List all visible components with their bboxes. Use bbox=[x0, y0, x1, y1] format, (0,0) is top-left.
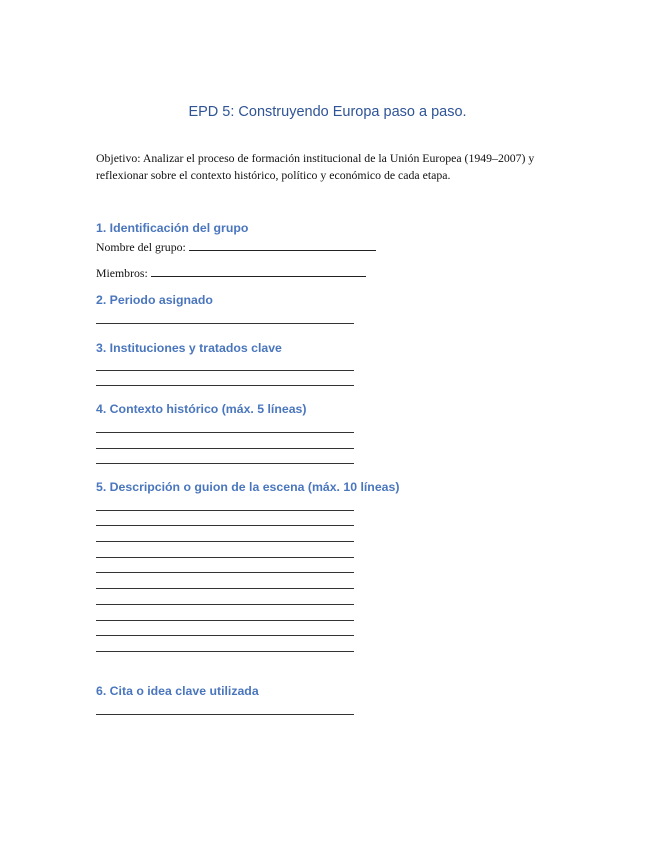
answer-line[interactable] bbox=[96, 635, 354, 636]
answer-line[interactable] bbox=[96, 448, 354, 449]
group-name-blank[interactable] bbox=[189, 240, 376, 251]
answer-line[interactable] bbox=[96, 510, 354, 511]
objective-text: Objetivo: Analizar el proceso de formación institucional de la Unión Europea (1949–2007) y reflexionar sobre el contexto histórico, político y económico de cada etapa. bbox=[96, 151, 535, 182]
answer-line[interactable] bbox=[96, 714, 354, 715]
answer-line[interactable] bbox=[96, 323, 354, 324]
answer-line[interactable] bbox=[96, 432, 354, 433]
answer-line[interactable] bbox=[96, 541, 354, 542]
group-name-label: Nombre del grupo: bbox=[96, 240, 186, 254]
section-4-heading: 4. Contexto histórico (máx. 5 líneas) bbox=[96, 402, 307, 416]
answer-line[interactable] bbox=[96, 370, 354, 371]
answer-line[interactable] bbox=[96, 557, 354, 558]
answer-line[interactable] bbox=[96, 463, 354, 464]
members-label: Miembros: bbox=[96, 266, 148, 280]
answer-line[interactable] bbox=[96, 588, 354, 589]
answer-line[interactable] bbox=[96, 604, 354, 605]
answer-line[interactable] bbox=[96, 620, 354, 621]
members-blank[interactable] bbox=[151, 266, 366, 277]
members-field bbox=[96, 266, 366, 281]
section-1-heading: 1. Identificación del grupo bbox=[96, 221, 249, 235]
answer-line[interactable] bbox=[96, 525, 354, 526]
document-title: EPD 5: Construyendo Europa paso a paso. bbox=[188, 104, 467, 120]
answer-line[interactable] bbox=[96, 651, 354, 652]
group-name-field bbox=[96, 240, 376, 255]
section-5-heading: 5. Descripción o guion de la escena (máx. 10 líneas) bbox=[96, 480, 400, 494]
section-2-heading: 2. Periodo asignado bbox=[96, 293, 213, 307]
answer-line[interactable] bbox=[96, 385, 354, 386]
answer-line[interactable] bbox=[96, 572, 354, 573]
section-3-heading: 3. Instituciones y tratados clave bbox=[96, 341, 282, 355]
section-6-heading: 6. Cita o idea clave utilizada bbox=[96, 684, 259, 698]
